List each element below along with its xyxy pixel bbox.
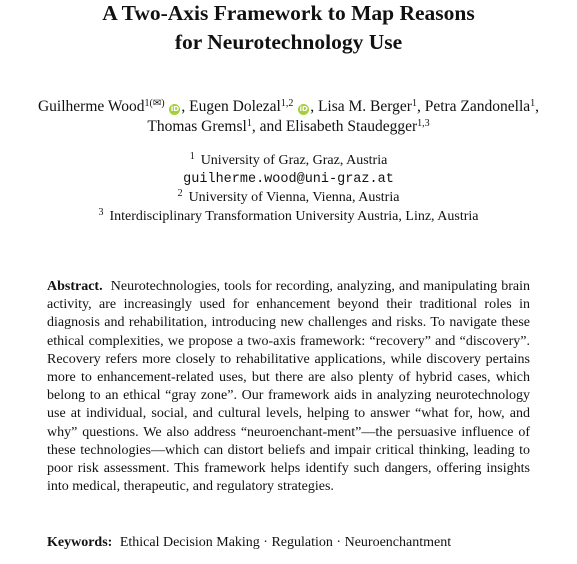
author-name: Guilherme Wood xyxy=(37,98,145,115)
paper-title xyxy=(0,0,577,57)
author-list xyxy=(0,97,577,137)
author-line-1: Guilherme Wood$^{1(✉)}$ iD , Eugen Dolezal$^{1,2}$ iD , Lisa M. Berger$^1$, Petra Zandonella$^1$, xyxy=(37,98,540,115)
author-affil-marker: 1(✉) xyxy=(144,98,165,109)
orcid-icon[interactable]: iD xyxy=(170,105,180,113)
keyword: Neuroenchantment xyxy=(344,535,452,550)
keyword: Ethical Decision Making xyxy=(119,535,260,550)
author-affil-marker: 1 xyxy=(246,118,252,129)
title-line-1: A Two-Axis Framework to Map Reasons xyxy=(102,1,475,25)
author-affil-marker: 1,3 xyxy=(417,118,430,129)
author-line-2: Thomas Gremsl$^1$, and Elisabeth Staudegger$^{1,3}$ xyxy=(147,118,430,135)
keywords: Keywords: Ethical Decision Making · Regulation · Neuroenchantment xyxy=(47,535,452,550)
keywords-label: Keywords: xyxy=(47,535,113,550)
abstract-text: Neurotechnologies, tools for recording, analyzing, and manipulating brain activity, are increasingly used for enhancement beyond their traditional roles in diagnosis and rehabilitation, introducing new challenges and risks. To navigate these ethical complexities, we propose a two-axis framework: “recovery” and “discovery”. Recovery refers more closely to rehabilitative applications, while discovery pertains more to enhancement-related uses, but there are also plenty of hybrid cases, which belong to an ethical “gray zone”. Our framework aids in analyzing neurotechnology use at individual, social, and cultural levels, helping to answer “what for, how, and why” questions. We also address “neuroenchant-ment”—the persuasive influence of these technologies—which can distort beliefs and impair critical thinking, leading to poor risk assessment. This framework helps identify such dangers, offering insights into medical, therapeutic, and regulatory strategies. xyxy=(47,279,531,495)
author-name: Eugen Dolezal xyxy=(189,98,281,115)
author-name: Petra Zandonella xyxy=(424,98,531,115)
affiliation-1: $^1$ University of Graz, Graz, Austria xyxy=(189,151,388,168)
author-name: Lisa M. Berger xyxy=(317,98,412,115)
author-affil-marker: 1,2 xyxy=(280,98,294,109)
email-link[interactable]: guilherme.wood@uni-graz.at xyxy=(183,171,394,187)
title-line-2: for Neurotechnology Use xyxy=(174,30,403,54)
author-name: Thomas Gremsl xyxy=(147,118,247,135)
author-affil-marker: 1 xyxy=(530,98,536,109)
affiliation-2: $^2$ University of Vienna, Vienna, Austria xyxy=(177,188,400,205)
affiliation-3: $^3$ Interdisciplinary Transformation University Austria, Linz, Austria xyxy=(98,206,479,224)
orcid-icon[interactable]: iD xyxy=(299,105,308,113)
author-name: Elisabeth Staudegger xyxy=(285,118,418,135)
author-affil-marker: 1 xyxy=(411,98,417,109)
abstract xyxy=(47,278,530,496)
keyword: Regulation xyxy=(271,535,333,550)
affiliations xyxy=(0,152,577,226)
abstract-label: Abstract. xyxy=(47,279,103,294)
